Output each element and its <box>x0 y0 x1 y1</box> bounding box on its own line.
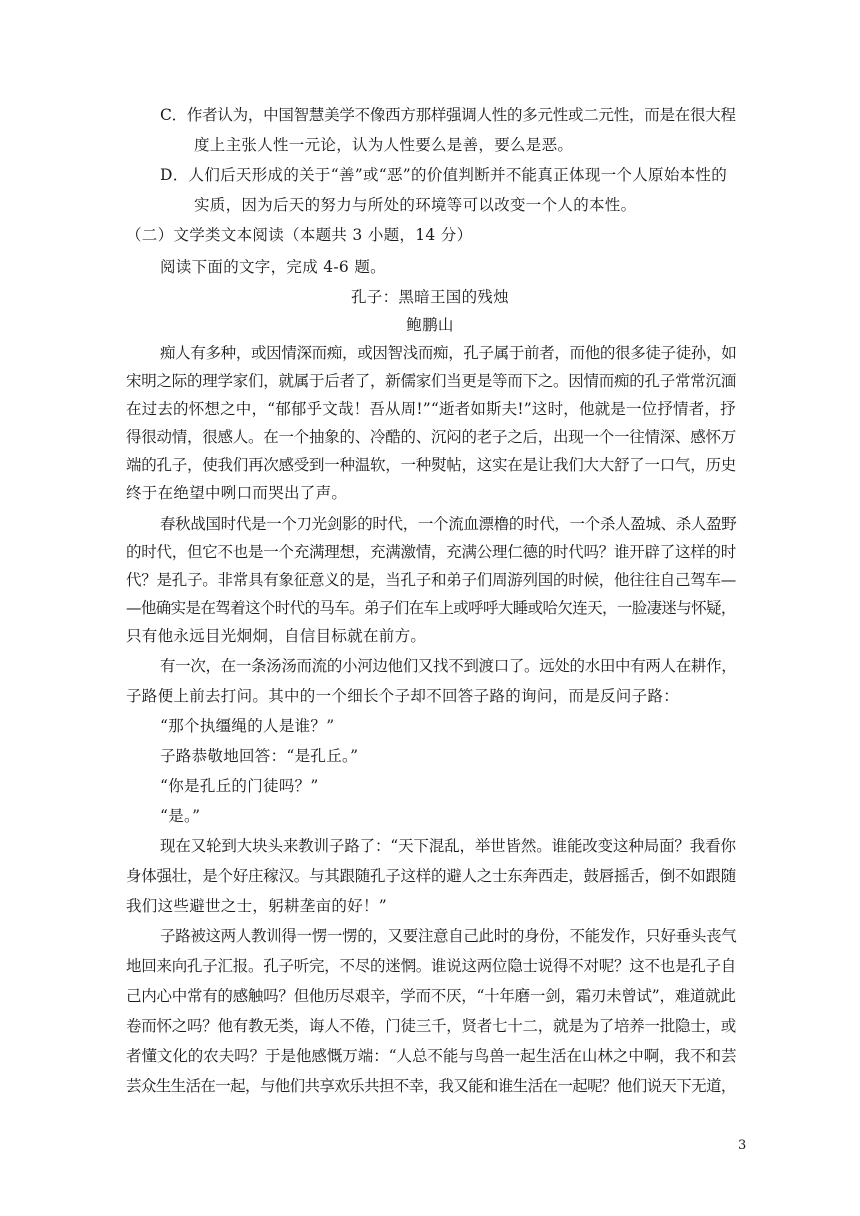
text-line: 有一次，在一条汤汤而流的小河边他们又找不到渡口了。远处的水田中有两人在耕作， <box>160 657 737 675</box>
text-line: 身体强壮，是个好庄稼汉。与其跟随孔子这样的避人之士东奔西走，鼓唇摇舌，倒不如跟随 <box>126 867 737 885</box>
dialogue-line: “那个执缰绳的人是谁？” <box>160 717 335 735</box>
article-title: 孔子：黑暗王国的残烛 <box>350 288 509 306</box>
option-d-line-2: 实质，因为后天的努力与所处的环境等可以改变一个人的本性。 <box>194 196 637 214</box>
text-line: 卷而怀之吗？他有教无类，诲人不倦，门徒三千，贤者七十二，就是为了培养一批隐士，或 <box>126 1017 737 1035</box>
text-line: 己内心中常有的感触吗？但他历尽艰辛，学而不厌，“十年磨一剑，霜刃未曾试”，难道就此 <box>126 987 736 1005</box>
text-line: 在过去的怀想之中，“郁郁乎文哉！吾从周!”“逝者如斯夫!”这时，他就是一位抒情者，抒 <box>126 400 736 418</box>
text-line: 春秋战国时代是一个刀光剑影的时代，一个流血漂橹的时代，一个杀人盈城、杀人盈野 <box>160 515 737 533</box>
dialogue-line: “是。” <box>160 807 201 825</box>
section-heading: （二）文学类文本阅读（本题共 3 小题，14 分） <box>126 226 473 244</box>
section-instruction: 阅读下面的文字，完成 4-6 题。 <box>160 258 386 276</box>
text-line: 子路被这两人教训得一愣一愣的，又要注意自己此时的身份，不能发作，只好垂头丧气 <box>160 927 737 945</box>
text-line: 终于在绝望中咧口而哭出了声。 <box>126 484 348 502</box>
text-line: 痴人有多种，或因情深而痴，或因智浅而痴，孔子属于前者，而他的很多徒子徒孙，如 <box>160 344 737 362</box>
text-line: 只有他永远目光炯炯，自信目标就在前方。 <box>126 627 427 645</box>
text-line: 现在又轮到大块头来教训子路了：“天下混乱，举世皆然。谁能改变这种局面？我看你 <box>160 837 736 855</box>
option-c-line-1: C．作者认为，中国智慧美学不像西方那样强调人性的多元性或二元性，而是在很大程 <box>160 106 736 124</box>
dialogue-line: “你是孔丘的门徒吗？” <box>160 777 319 795</box>
text-line: 者懂文化的农夫吗？于是他感慨万端：“人总不能与鸟兽一起生活在山林之中啊，我不和芸 <box>126 1047 737 1065</box>
text-line: 宋明之际的理学家们，就属于后者了，新儒家们当更是等而下之。因情而痴的孔子常常沉湎 <box>126 372 737 390</box>
option-d-line-1: D．人们后天形成的关于“善”或“恶”的价值判断并不能真正体现一个人原始本性的 <box>160 166 728 184</box>
text-line: 端的孔子，使我们再次感受到一种温软，一种熨帖，这实在是让我们大大舒了一口气，历史 <box>126 456 737 474</box>
text-line: —他确实是在驾着这个时代的马车。弟子们在车上或呼呼大睡或哈欠连天，一脸凄迷与怀疑， <box>126 599 736 617</box>
option-c-line-2: 度上主张人性一元论，认为人性要么是善，要么是恶。 <box>194 136 574 154</box>
dialogue-line: 子路恭敬地回答：“是孔丘。” <box>160 747 359 765</box>
text-line: 得很动情，很感人。在一个抽象的、冷酷的、沉闷的老子之后，出现一个一往情深、感怀万 <box>126 428 737 446</box>
text-line: 地回来向孔子汇报。孔子听完，不尽的迷惘。谁说这两位隐士说得不对呢？这不也是孔子自 <box>126 957 737 975</box>
text-line: 芸众生生活在一起，与他们共享欢乐共担不幸，我又能和谁生活在一起呢？他们说天下无道， <box>126 1077 736 1095</box>
text-line: 代？是孔子。非常具有象征意义的是，当孔子和弟子们周游列国的时候，他往往自己驾车— <box>126 571 737 589</box>
text-line: 我们这些避世之士，躬耕垄亩的好！” <box>126 897 388 915</box>
text-line: 子路便上前去打问。其中的一个细长个子却不回答子路的询问，而是反问子路： <box>126 687 680 705</box>
article-author: 鲍鹏山 <box>406 316 454 334</box>
text-line: 的时代，但它不也是一个充满理想，充满激情，充满公理仁德的时代吗？谁开辟了这样的时 <box>126 543 737 561</box>
page-number: 3 <box>738 1138 747 1153</box>
